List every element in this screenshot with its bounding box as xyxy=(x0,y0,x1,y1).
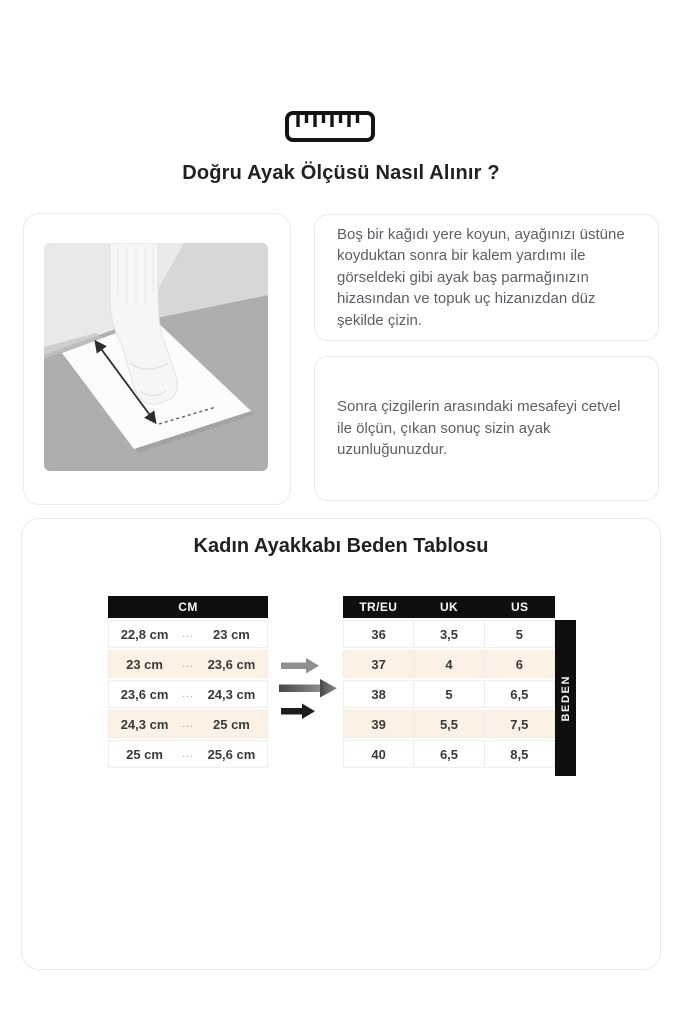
col-header-tr-eu: TR/EU xyxy=(359,600,398,614)
international-size-table-body xyxy=(343,620,555,768)
foot-measure-photo-card xyxy=(23,213,291,505)
size-section-title: Kadın Ayakkabı Beden Tablosu xyxy=(193,535,489,557)
table-row: 23,6 cm ... 24,3 cm xyxy=(108,680,268,708)
ruler-icon xyxy=(284,110,376,144)
table-row: 36 3,5 5 xyxy=(343,620,555,648)
right-arrows-icon xyxy=(279,653,341,723)
table-row: 40 6,5 8,5 xyxy=(343,740,555,768)
table-row: 25 cm ... 25,6 cm xyxy=(108,740,268,768)
table-row: 24,3 cm ... 25 cm xyxy=(108,710,268,738)
table-row: 39 5,5 7,5 xyxy=(343,710,555,738)
instruction-box-step2 xyxy=(314,356,659,501)
page-title: Doğru Ayak Ölçüsü Nasıl Alınır ? xyxy=(182,162,500,184)
beden-side-bar xyxy=(555,620,576,776)
table-row: 37 4 6 xyxy=(343,650,555,678)
instruction-box-step1 xyxy=(314,214,659,341)
international-size-table xyxy=(343,596,555,768)
col-header-us: US xyxy=(510,600,529,614)
table-row: 38 5 6,5 xyxy=(343,680,555,708)
cm-table-body xyxy=(108,620,268,768)
international-size-table-header xyxy=(343,596,555,618)
beden-label: BEDEN xyxy=(559,674,572,722)
foot-measure-photo xyxy=(44,243,268,471)
instruction-step1-text: Boş bir kağıdı yere koyun, ayağınızı üstüne koyduktan sonra bir kalem yardımı ile görseldeki gibi ayak baş parmağınızın hizasından ve topuk uç hizanızdan düz şekilde çizin. xyxy=(337,225,625,329)
cm-table-header: CM xyxy=(108,596,268,618)
table-row: 23 cm ... 23,6 cm xyxy=(108,650,268,678)
col-header-uk: UK xyxy=(439,600,459,614)
instruction-step2-text: Sonra çizgilerin arasındaki mesafeyi cetvel ile ölçün, çıkan sonuç sizin ayak uzunluğunuzdur. xyxy=(337,398,621,459)
cm-table xyxy=(108,596,268,768)
table-row: 22,8 cm ... 23 cm xyxy=(108,620,268,648)
